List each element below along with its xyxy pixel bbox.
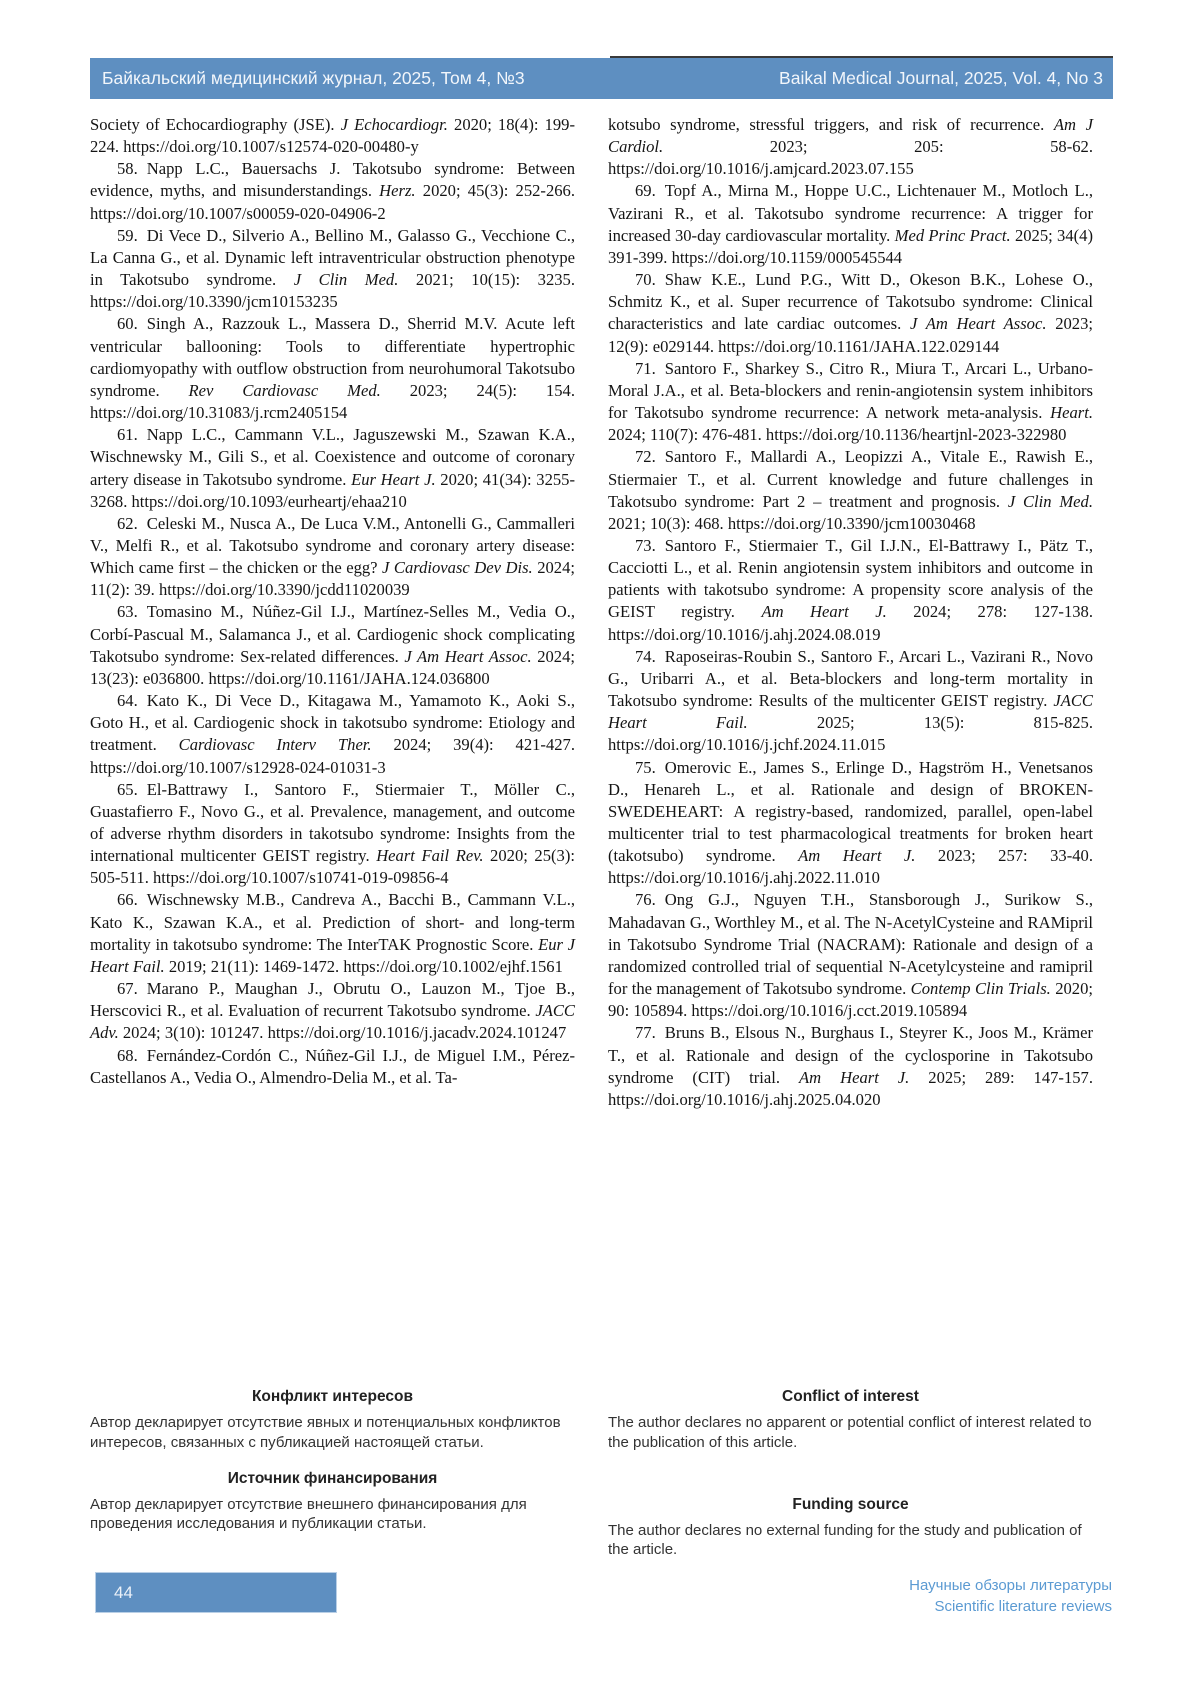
conflict-of-interest-title-ru: Конфликт интересов [251,1388,414,1405]
reference-text: 2024; 3(10): 101247. https://doi.org/10.1016/j.jacadv.2024.101247 [118,1023,567,1043]
reference-text: 2023; 24(5): 154. https://doi.org/10.31083/j.rcm2405154 [90,380,575,423]
reference-text: 2025; 34(4) 391-399. https://doi.org/10.1159/000545544 [608,225,1093,267]
reference-number: 59. [117,225,138,245]
reference-number: 72. [635,447,656,467]
journal-name: JACC Adv. [90,1001,575,1043]
reference-text: 2025; 13(5): 815-825. https://doi.org/10.1016/j.jchf.2024.11.015 [608,713,1093,755]
journal-header-bar [90,58,1113,99]
reference-number: 60. [117,314,138,334]
reference-text: 2024; 278: 127-138. https://doi.org/10.1016/j.ahj.2024.08.019 [608,602,1093,644]
reference-text: Tomasino M., Núñez-Gil I.J., Martínez-Selles M., Vedia O., Corbí-Pascual M., Salamanca J., et al. Cardiogenic shock complicating Takotsubo syndrome: Sex-related differences. [90,602,575,666]
reference-number: 68. [117,1045,138,1065]
reference-text: 2024; 110(7): 476-481. https://doi.org/10.1136/heartjnl-2023-322980 [608,425,1067,445]
reference-number: 67. [117,979,138,999]
reference-text: Celeski M., Nusca A., De Luca V.M., Antonelli G., Cammalleri V., Melfi R., et al. Takotsubo syndrome and coronary artery disease: Which came first – the chicken or the egg? [90,513,575,578]
page-number-badge [95,1572,337,1613]
journal-name: Contemp Clin Trials. [910,979,1051,999]
journal-title-ru: Байкальский медицинский журнал, 2025, Том 4, №3 [102,68,525,88]
declarations-ru [90,1388,575,1560]
reference-number: 70. [635,270,656,290]
reference-number: 65. [117,779,138,799]
reference-item [90,424,575,513]
reference-item [90,889,575,978]
reference-item [608,180,1093,269]
journal-name: Herz. [379,181,416,201]
reference-number: 61. [117,425,138,445]
reference-item [90,690,575,779]
references-column-right [608,114,1093,1111]
journal-title-en: Baikal Medical Journal, 2025, Vol. 4, No 3 [779,68,1103,88]
reference-item [90,225,575,314]
reference-number: 62. [117,513,138,533]
reference-item [608,1022,1093,1111]
reference-text: Raposeiras-Roubin S., Santoro F., Arcari L., Vazirani R., Novo G., Uribarri A., et al. Beta-blockers and long-term mortality in Takotsubo syndrome: Results of the multicenter GEIST registry. [608,646,1093,711]
footer-section-label [909,1576,1112,1617]
reference-text: 2020; 25(3): 505-511. https://doi.org/10.1007/s10741-019-09856-4 [90,846,575,888]
conflict-of-interest-text-ru: Автор декларирует отсутствие явных и потенциальных конфликтов интересов, связанных с публикацией настоящей статьи. [90,1414,561,1451]
journal-name: J Cardiovasc Dev Dis. [382,558,533,578]
footer-section-label-en: Scientific literature reviews [934,1597,1112,1615]
journal-name: Eur J Heart Fail. [90,934,575,976]
reference-item [608,114,1093,180]
reference-text: Napp L.C., Bauersachs J. Takotsubo syndrome: Between evidence, myths, and misunderstandings. [90,159,575,201]
conflict-of-interest-text-en: The author declares no apparent or potential conflict of interest related to the publication of this article. [608,1414,1092,1451]
page-number: 44 [114,1582,133,1602]
journal-name: Am Heart J. [761,602,887,622]
journal-name: J Clin Med. [293,270,399,290]
funding-source-text-en: The author declares no external funding for the study and publication of the article. [608,1521,1082,1559]
reference-number: 58. [117,159,138,179]
reference-text: Santoro F., Mallardi A., Leopizzi A., Vitale E., Rawish E., Stiermaier T., et al. Current knowledge and future challenges in Takotsubo syndrome: Part 2 – treatment and prognosis. [608,447,1093,511]
reference-item [90,313,575,424]
journal-name: Heart Fail Rev. [376,846,484,866]
journal-name: Am Heart J. [798,846,916,866]
reference-number: 77. [635,1023,656,1043]
journal-name: JACC Heart Fail. [608,691,1093,733]
reference-text: Di Vece D., Silverio A., Bellino M., Galasso G., Vecchione C., La Canna G., et al. Dynamic left intraventricular obstruction phenotype in Takotsubo syndrome. [90,225,575,290]
reference-number: 71. [635,358,656,378]
reference-item [90,978,575,1044]
reference-text: 2023; 12(9): e029144. https://doi.org/10.1161/JAHA.122.029144 [608,314,1093,356]
reference-text: 2024; 39(4): 421-427. https://doi.org/10.1007/s12928-024-01031-3 [90,735,575,777]
reference-text: Bruns B., Elsous N., Burghaus I., Steyrer K., Joos M., Krämer T., et al. Rationale and design of the cyclosporine in Takotsubo syndrome (CIT) trial. [608,1023,1093,1087]
reference-item [608,889,1093,1022]
reference-text: Wischnewsky M.B., Candreva A., Bacchi B., Cammann V.L., Kato K., Szawan K.A., et al. Prediction of short- and long-term mortality in takotsubo syndrome: The InterTAK Prognostic Score. [90,890,575,954]
funding-source-title-en: Funding source [792,1495,909,1513]
reference-item [90,779,575,890]
references-section [90,114,1093,1111]
reference-number: 74. [635,646,656,666]
reference-number: 69. [635,181,656,201]
journal-name: Am Heart J. [799,1067,910,1087]
reference-text: Kato K., Di Vece D., Kitagawa M., Yamamoto K., Aoki S., Goto H., et al. Cardiogenic shock in takotsubo syndrome: Etiology and treatment. [90,691,575,755]
reference-text: 2023; 257: 33-40. https://doi.org/10.1016/j.ahj.2022.11.010 [608,846,1093,888]
reference-text: El-Battrawy I., Santoro F., Stiermaier T., Möller C., Guastafierro F., Novo G., et al. Prevalence, management, and outcome of adverse rhythm disorders in takotsubo syndrome: Insights from the international multicenter GEIST registry. [90,779,575,866]
reference-text: 2021; 10(15): 3235. https://doi.org/10.3390/jcm10153235 [90,270,575,312]
journal-name: Eur Heart J. [351,469,436,489]
reference-text: 2019; 21(11): 1469-1472. https://doi.org/10.1002/ejhf.1561 [164,956,563,976]
reference-number: 63. [117,602,138,622]
reference-item [90,513,575,602]
funding-source-text-ru: Автор декларирует отсутствие внешнего финансирования для проведения исследования и публикации статьи. [90,1495,527,1533]
reference-number: 75. [635,757,656,777]
reference-item [608,446,1093,535]
reference-text: Marano P., Maughan J., Obrutu O., Lauzon M., Tjoe B., Herscovici R., et al. Evaluation of recurrent Takotsubo syndrome. [90,979,575,1021]
funding-source-title-ru: Источник финансирования [227,1469,438,1487]
reference-text: Napp L.C., Cammann V.L., Jaguszewski M., Szawan K.A., Wischnewsky M., Gili S., et al. Coexistence and outcome of coronary artery disease in Takotsubo syndrome. [90,425,575,489]
reference-text: 2020; 18(4): 199-224. https://doi.org/10.1007/s12574-020-00480-y [90,115,575,157]
reference-item [608,646,1093,757]
reference-text: Fernández-Cordón C., Núñez-Gil I.J., de Miguel I.M., Pérez-Castellanos A., Vedia O., Almendro-Delia M., et al. Ta- [90,1045,575,1087]
reference-item [90,1045,575,1089]
reference-text: 2024; 13(23): e036800. https://doi.org/10.1161/JAHA.124.036800 [90,646,575,688]
reference-text: Shaw K.E., Lund P.G., Witt D., Okeson B.K., Lohese O., Schmitz K., et al. Super recurrence of Takotsubo syndrome: Clinical characteristics and late cardiac outcomes. [608,270,1093,334]
journal-name: J Am Heart Assoc. [909,314,1047,334]
reference-text: Singh A., Razzouk L., Massera D., Sherrid M.V. Acute left ventricular ballooning: Tools to differentiate hypertrophic cardiomyopathy with outflow obstruction from neurohumoral Takotsubo syndrome. [90,314,575,400]
reference-text: 2021; 10(3): 468. https://doi.org/10.3390/jcm10030468 [608,513,976,533]
reference-number: 76. [635,890,656,910]
reference-item [90,114,575,158]
reference-text: kotsubo syndrome, stressful triggers, and risk of recurrence. [608,115,1054,134]
journal-name: Cardiovasc Interv Ther. [178,735,372,755]
journal-name: J Echocardiogr. [340,115,448,134]
references-column-left [90,114,575,1111]
reference-number: 64. [117,691,138,711]
reference-text: Ong G.J., Nguyen T.H., Stansborough J., Surikow S., Mahadavan G., Worthley M., et al. The N-AcetylCysteine and RAMipril in Takotsubo Syndrome Trial (NACRAM): Rationale and design of a randomized controlled trial of sequential N-Acetylcysteine and ramipril for the management of Takotsubo syndrome. [608,890,1093,999]
journal-name: Heart. [1050,403,1093,423]
reference-item [608,358,1093,447]
reference-text: Santoro F., Sharkey S., Citro R., Miura T., Arcari L., Urbano-Moral J.A., et al. Beta-blockers and renin-angiotensin system inhibitors for Takotsubo syndrome recurrence: A network meta-analysis. [608,358,1093,423]
journal-name: Rev Cardiovasc Med. [188,380,381,400]
reference-item [608,535,1093,646]
reference-text: 2020; 41(34): 3255-3268. https://doi.org/10.1093/eurheartj/ehaa210 [90,469,575,511]
reference-item [90,158,575,224]
journal-name: Am J Cardiol. [608,115,1093,157]
reference-item [608,269,1093,358]
declarations-en [608,1388,1093,1560]
reference-text: Omerovic E., James S., Erlinge D., Hagström H., Venetsanos D., Henareh L., et al. Rationale and design of BROKEN-SWEDEHEART: A registry-based, randomized, parallel, open-label multicenter trial to test pharmacological treatments for broken heart (takotsubo) syndrome. [608,757,1093,866]
reference-text: Society of Echocardiography (JSE). [90,115,341,134]
journal-name: J Clin Med. [1007,491,1093,511]
journal-name: J Am Heart Assoc. [404,646,532,666]
reference-item [90,601,575,690]
reference-number: 73. [635,535,656,555]
declarations-section [90,1388,1093,1560]
conflict-of-interest-title-en: Conflict of interest [782,1388,919,1405]
reference-text: 2020; 90: 105894. https://doi.org/10.1016/j.cct.2019.105894 [608,979,1094,1021]
reference-text: 2023; 205: 58-62. https://doi.org/10.1016/j.amjcard.2023.07.155 [608,137,1093,179]
reference-text: 2020; 45(3): 252-266. https://doi.org/10.1007/s00059-020-04906-2 [90,181,575,223]
reference-number: 66. [117,890,138,910]
reference-text: 2024; 11(2): 39. https://doi.org/10.3390/jcdd11020039 [90,558,575,600]
reference-text: 2025; 289: 147-157. https://doi.org/10.1016/j.ahj.2025.04.020 [608,1067,1093,1109]
reference-text: Santoro F., Stiermaier T., Gil I.J.N., El-Battrawy I., Pätz T., Cacciotti L., et al. Renin angiotensin system inhibitors and outcome in patients with takotsubo syndrome: A propensity score analysis of the GEIST registry. [608,535,1093,622]
reference-item [608,757,1093,890]
reference-text: Topf A., Mirna M., Hoppe U.C., Lichtenauer M., Motloch L., Vazirani R., et al. Takotsubo syndrome recurrence: A trigger for increased 30-day cardiovascular mortality. [608,181,1093,245]
journal-name: Med Princ Pract. [894,225,1011,245]
footer-section-label-ru: Научные обзоры литературы [909,1577,1112,1594]
